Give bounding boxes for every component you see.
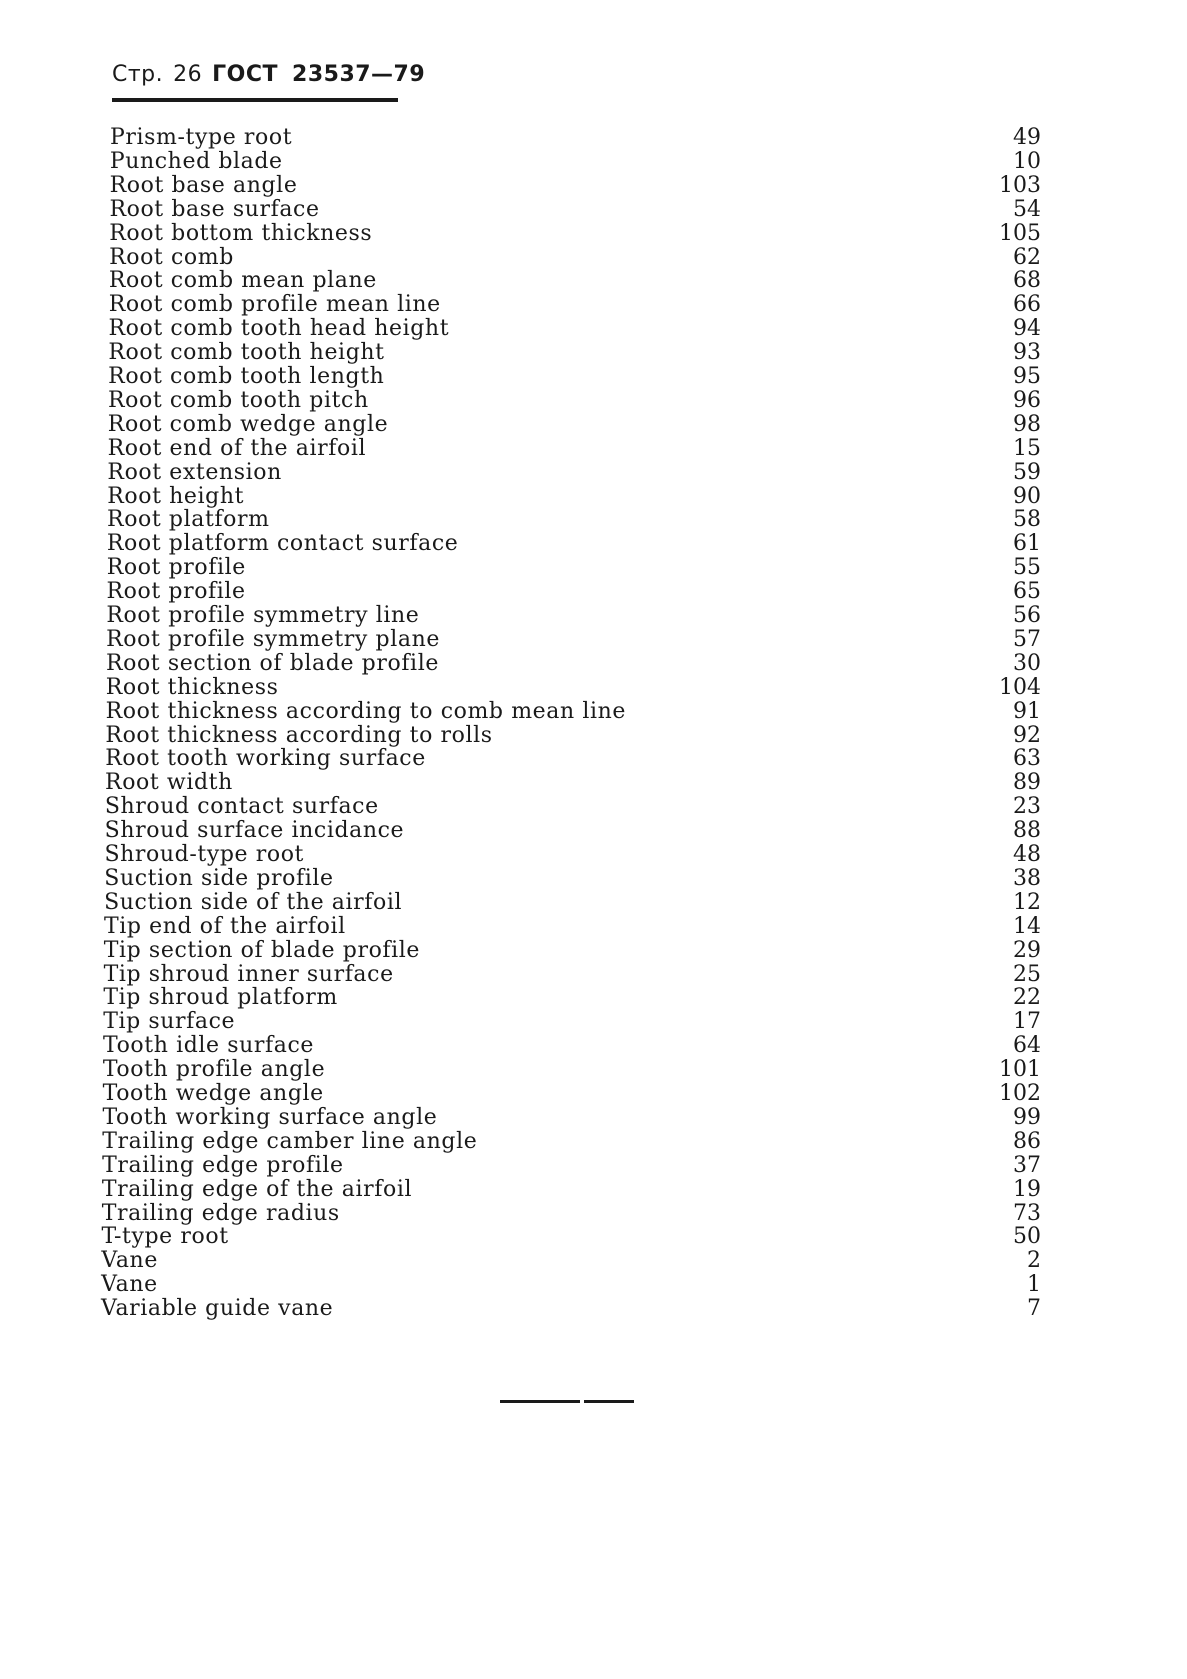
- index-term: Root comb profile mean line: [108, 292, 441, 318]
- index-entry: [0, 1106, 1187, 1130]
- index-entry: [0, 724, 1187, 748]
- index-ref-number: 89: [1013, 770, 1041, 796]
- page-prefix: Стр.: [112, 62, 164, 87]
- index-ref-number: 105: [999, 220, 1041, 246]
- index-ref-number: 57: [1013, 626, 1041, 652]
- index-term: Tooth idle surface: [103, 1033, 315, 1059]
- index-ref-number: 96: [1013, 387, 1041, 413]
- index-term: Tip shroud platform: [103, 985, 338, 1011]
- index-entry: [0, 532, 1187, 556]
- index-entry: [0, 222, 1187, 246]
- index-ref-number: 62: [1013, 244, 1041, 270]
- index-term: Root tooth working surface: [105, 746, 426, 772]
- index-term: Root extension: [107, 459, 282, 485]
- index-ref-number: 88: [1013, 818, 1041, 844]
- index-ref-number: 98: [1013, 411, 1041, 437]
- index-entry: [0, 1273, 1187, 1297]
- index-term: Trailing edge of the airfoil: [101, 1176, 413, 1202]
- index-entry: [0, 1249, 1187, 1273]
- end-rule-short: [584, 1400, 634, 1403]
- index-entry: [0, 1010, 1187, 1034]
- index-ref-number: 90: [1013, 483, 1041, 509]
- index-ref-number: 38: [1013, 865, 1041, 891]
- index-term: Tip shroud inner surface: [103, 961, 394, 987]
- index-term: Root section of blade profile: [105, 650, 439, 676]
- index-entry: [0, 317, 1187, 341]
- index-entry: [0, 819, 1187, 843]
- standard-number: 23537—79: [292, 62, 426, 87]
- index-ref-number: 50: [1013, 1224, 1041, 1250]
- index-term: T-type root: [101, 1224, 229, 1250]
- index-entry: [0, 676, 1187, 700]
- index-term: Tip end of the airfoil: [103, 913, 346, 939]
- index-entry: [0, 1202, 1187, 1226]
- index-entry: [0, 246, 1187, 270]
- index-ref-number: 55: [1013, 555, 1041, 581]
- index-ref-number: 103: [999, 172, 1041, 198]
- index-term: Root bottom thickness: [109, 220, 373, 246]
- index-entry: [0, 843, 1187, 867]
- index-ref-number: 22: [1013, 985, 1041, 1011]
- index-ref-number: 1: [1027, 1272, 1041, 1298]
- index-term: Root comb tooth length: [108, 364, 385, 389]
- index-term: Root platform: [107, 507, 270, 533]
- index-term: Tooth wedge angle: [102, 1081, 324, 1106]
- index-ref-number: 68: [1013, 268, 1041, 294]
- index-entry: [0, 341, 1187, 365]
- index-ref-number: 104: [999, 674, 1041, 700]
- index-entry: [0, 1154, 1187, 1178]
- index-term: Shroud-type root: [104, 842, 304, 867]
- index-entry: [0, 461, 1187, 485]
- index-term: Trailing edge radius: [101, 1200, 340, 1226]
- index-ref-number: 64: [1013, 1033, 1041, 1059]
- index-ref-number: 61: [1013, 531, 1041, 557]
- index-ref-number: 92: [1013, 722, 1041, 748]
- index-ref-number: 10: [1013, 148, 1041, 174]
- index-entry: [0, 1225, 1187, 1249]
- index-term: Tip surface: [103, 1009, 236, 1035]
- index-ref-number: 17: [1013, 1009, 1041, 1035]
- index-term: Prism-type root: [110, 125, 293, 150]
- index-term: Suction side of the airfoil: [104, 889, 403, 915]
- index-term: Root thickness: [105, 674, 279, 700]
- index-entry: [0, 389, 1187, 413]
- page-header: [112, 62, 425, 87]
- index-entry: [0, 915, 1187, 939]
- index-entry: [0, 771, 1187, 795]
- index-ref-number: 73: [1013, 1200, 1041, 1226]
- index-ref-number: 12: [1013, 889, 1041, 915]
- index-entry: [0, 1130, 1187, 1154]
- index-term: Root platform contact surface: [106, 531, 459, 557]
- index-ref-number: 29: [1013, 937, 1041, 963]
- index-term: Root base surface: [109, 196, 320, 222]
- index-term: Root height: [107, 483, 245, 509]
- index-term: Shroud contact surface: [104, 794, 379, 820]
- index-ref-number: 93: [1013, 340, 1041, 366]
- index-ref-number: 2: [1027, 1248, 1041, 1274]
- index-ref-number: 63: [1013, 746, 1041, 772]
- standard-name: ГОСТ: [212, 62, 279, 87]
- index-entry: [0, 174, 1187, 198]
- index-term: Punched blade: [109, 148, 283, 174]
- index-ref-number: 19: [1013, 1176, 1041, 1202]
- index-entry: [0, 795, 1187, 819]
- index-entry: [0, 485, 1187, 509]
- index-ref-number: 15: [1013, 435, 1041, 461]
- index-entry: [0, 365, 1187, 389]
- index-entry: [0, 628, 1187, 652]
- index-term: Tip section of blade profile: [103, 937, 421, 963]
- index-term: Vane: [101, 1248, 158, 1274]
- index-entry: [0, 556, 1187, 580]
- index-term: Root end of the airfoil: [107, 435, 367, 461]
- index-term: Root thickness according to rolls: [105, 722, 493, 748]
- index-ref-number: 95: [1013, 364, 1041, 389]
- index-term: Tooth profile angle: [102, 1057, 326, 1083]
- index-ref-number: 48: [1013, 842, 1041, 867]
- index-term: Root profile symmetry plane: [106, 626, 440, 652]
- index-term: Trailing edge profile: [102, 1152, 344, 1178]
- index-entry: [0, 747, 1187, 771]
- header-rule: [112, 98, 398, 102]
- page-number: 26: [173, 62, 203, 87]
- index-entry: [0, 1082, 1187, 1106]
- index-entry: [0, 269, 1187, 293]
- index-ref-number: 101: [999, 1057, 1041, 1083]
- index-ref-number: 49: [1013, 125, 1041, 150]
- index-ref-number: 94: [1013, 316, 1041, 342]
- index-term: Root width: [105, 770, 233, 796]
- index-ref-number: 58: [1013, 507, 1041, 533]
- index-entry: [0, 652, 1187, 676]
- index-term: Tooth working surface angle: [102, 1104, 438, 1130]
- index-term: Root profile: [106, 579, 246, 605]
- index-term: Suction side profile: [104, 865, 334, 891]
- index-term: Root comb tooth head height: [108, 316, 450, 342]
- end-rule-long: [500, 1400, 580, 1403]
- index-ref-number: 86: [1013, 1128, 1041, 1154]
- index-entry: [0, 293, 1187, 317]
- index-entry: [0, 700, 1187, 724]
- index-entry: [0, 413, 1187, 437]
- index-ref-number: 30: [1013, 650, 1041, 676]
- index-term: Root base angle: [109, 172, 298, 198]
- index-term: Root comb wedge angle: [107, 411, 389, 437]
- index-entry: [0, 126, 1187, 150]
- index-entry: [0, 1058, 1187, 1082]
- index-ref-number: 66: [1013, 292, 1041, 318]
- index-term: Shroud surface incidance: [104, 818, 405, 844]
- index-term: Root comb tooth height: [108, 340, 385, 366]
- index-entry: [0, 437, 1187, 461]
- index-term: Root comb mean plane: [108, 268, 377, 294]
- index-term: Root comb tooth pitch: [107, 387, 369, 413]
- index-term: Root profile symmetry line: [106, 603, 420, 628]
- index-ref-number: 99: [1013, 1104, 1041, 1130]
- index-entry: [0, 580, 1187, 604]
- index-entry: [0, 1178, 1187, 1202]
- index-ref-number: 37: [1013, 1152, 1041, 1178]
- index-ref-number: 25: [1013, 961, 1041, 987]
- index-entry: [0, 1297, 1187, 1321]
- index-term: Variable guide vane: [101, 1296, 334, 1322]
- index-ref-number: 23: [1013, 794, 1041, 820]
- index-entry: [0, 867, 1187, 891]
- index-term: Trailing edge camber line angle: [102, 1128, 478, 1154]
- index-entry: [0, 939, 1187, 963]
- index-entry: [0, 604, 1187, 628]
- index-ref-number: 65: [1013, 579, 1041, 605]
- index-term: Root profile: [106, 555, 246, 581]
- index-entry: [0, 198, 1187, 222]
- index-ref-number: 7: [1027, 1296, 1041, 1322]
- index-ref-number: 59: [1013, 459, 1041, 485]
- index-ref-number: 91: [1013, 698, 1041, 724]
- index-ref-number: 56: [1013, 603, 1041, 628]
- index-ref-number: 54: [1013, 196, 1041, 222]
- index-term: Vane: [101, 1272, 158, 1298]
- index-entry: [0, 508, 1187, 532]
- index-entry: [0, 1034, 1187, 1058]
- index-entry: [0, 150, 1187, 174]
- index-term: Root comb: [109, 244, 234, 270]
- index-ref-number: 14: [1013, 913, 1041, 939]
- index-term: Root thickness according to comb mean line: [105, 698, 627, 724]
- index-ref-number: 102: [999, 1081, 1041, 1106]
- index-entry: [0, 963, 1187, 987]
- index-entry: [0, 891, 1187, 915]
- index-entry: [0, 986, 1187, 1010]
